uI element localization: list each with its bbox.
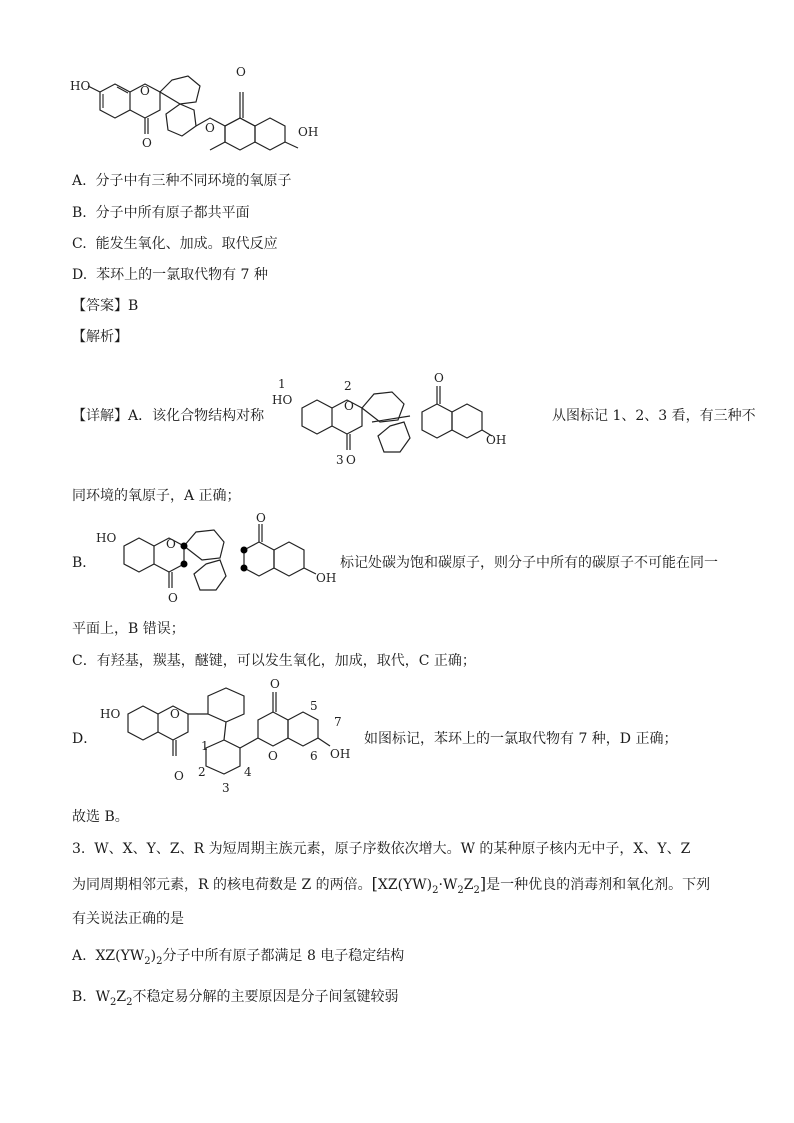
mol-d-label-7: 7 xyxy=(334,715,342,729)
mol-d-o-top: O xyxy=(270,678,280,691)
mol-d-o-ring2: O xyxy=(268,749,278,763)
detail-a-cont: 同环境的氧原子，A 正确； xyxy=(72,488,241,504)
mol-b-o-top: O xyxy=(256,511,266,525)
mol-d-label-1: 1 xyxy=(201,739,209,753)
mol-a-o-carbonyl: O xyxy=(346,453,356,467)
option-c: C. 能发生氧化、加成。取代反应 xyxy=(72,236,278,252)
saturated-carbon-dot xyxy=(181,561,188,568)
detail-d-molecule xyxy=(98,678,368,798)
mol-d-o-carbonyl: O xyxy=(174,769,184,783)
mol-o-ring: O xyxy=(140,84,150,98)
mol-a-oh-left: HO xyxy=(272,393,293,407)
top-molecule-structure xyxy=(70,62,330,162)
option-d: D. 苯环上的一氯取代物有 7 种 xyxy=(72,267,268,283)
mol-b-o-carbonyl: O xyxy=(168,591,178,605)
mol-o-carbonyl: O xyxy=(142,136,152,150)
detail-b-cont: 平面上，B 错误； xyxy=(72,621,185,637)
question3-line3: 有关说法正确的是 xyxy=(72,911,184,927)
mol-oh-right: OH xyxy=(298,125,319,139)
mol-a-label-1: 1 xyxy=(278,377,286,391)
mol-d-label-4: 4 xyxy=(244,765,252,779)
detail-a-molecule xyxy=(272,372,532,472)
detail-b-text: 标记处碳为饱和碳原子，则分子中所有的碳原子不可能在同一 xyxy=(340,555,718,571)
mol-d-oh-right: OH xyxy=(330,747,351,761)
detail-b-label: B． xyxy=(72,555,97,571)
mol-a-oh-right: OH xyxy=(486,433,507,447)
mol-b-oh-left: HO xyxy=(96,531,117,545)
mol-b-oh-right: OH xyxy=(316,571,337,585)
mol-d-o-ring: O xyxy=(170,707,180,721)
mol-a-o-top: O xyxy=(434,372,444,385)
question3-option-a: A. $XZ(YW_2)_2$分子中所有原子都满足 8 电子稳定结构 xyxy=(72,948,405,967)
mol-d-label-2: 2 xyxy=(198,765,206,779)
option-a: A. 分子中有三种不同环境的氧原子 xyxy=(72,173,292,189)
mol-o-carbonyl2: O xyxy=(236,65,246,79)
detail-a-start: 【详解】A．该化合物结构对称 xyxy=(72,408,265,424)
mol-d-label-3: 3 xyxy=(222,781,230,795)
mol-d-label-5: 5 xyxy=(310,699,318,713)
saturated-carbon-dot xyxy=(241,565,248,572)
mol-a-o-ring: O xyxy=(344,399,354,413)
mol-oh-left: HO xyxy=(70,79,91,93)
answer: 【答案】B xyxy=(72,298,139,314)
conclusion: 故选 B。 xyxy=(72,809,129,825)
mol-o-ring2: O xyxy=(205,121,215,135)
detail-d-text: 如图标记，苯环上的一氯取代物有 7 种，D 正确； xyxy=(364,731,678,747)
detail-a-end: 从图标记 1、2、3 看，有三种不 xyxy=(552,408,756,424)
mol-a-label-2: 2 xyxy=(344,379,352,393)
detail-d-label: D． xyxy=(72,731,98,747)
saturated-carbon-dot xyxy=(241,547,248,554)
analysis-tag: 【解析】 xyxy=(72,329,128,345)
saturated-carbon-dot xyxy=(181,543,188,550)
mol-a-label-3: 3 xyxy=(336,453,344,467)
mol-d-oh-left: HO xyxy=(100,707,121,721)
question3-option-b: B. $W_2Z_2$不稳定易分解的主要原因是分子间氢键较弱 xyxy=(72,989,399,1008)
question3-line1: 3. W、X、Y、Z、R 为短周期主族元素，原子序数依次增大。W 的某种原子核内无中子，X、Y、Z xyxy=(72,841,691,857)
detail-c: C．有羟基，羰基，醚键，可以发生氧化，加成，取代，C 正确； xyxy=(72,653,476,669)
option-b: B. 分子中所有原子都共平面 xyxy=(72,205,250,221)
mol-b-o-ring: O xyxy=(166,537,176,551)
question3-line2: 为同周期相邻元素，R 的核电荷数是 Z 的两倍。$[XZ(YW)_2\cdot W_2Z_2]$是一种优良的消毒剂和氧化剂。下列 xyxy=(72,874,711,896)
detail-b-molecule xyxy=(94,510,344,610)
mol-d-label-6: 6 xyxy=(310,749,318,763)
